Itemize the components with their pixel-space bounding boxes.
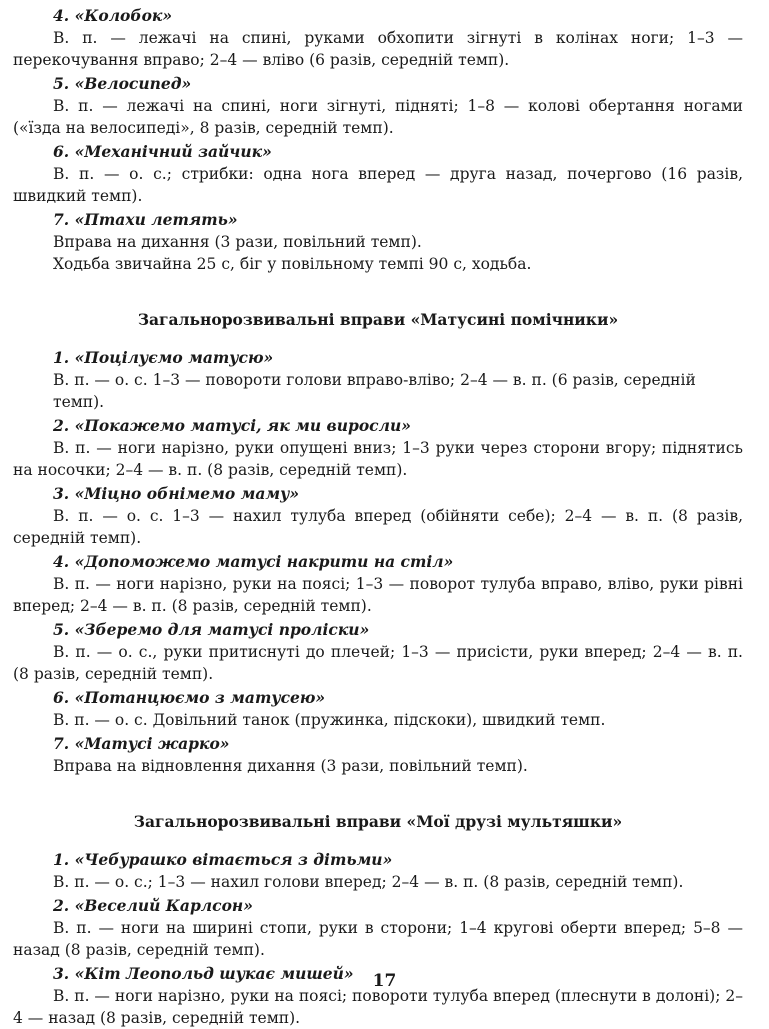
exercise-title: 5. «Зберемо для матусі проліски» — [53, 620, 370, 639]
exercise-description: В. п. — о. с., руки притиснуті до плечей; 1–3 — присісти, руки вперед; 2–4 — в. п. (8 разів, середній темп). — [13, 643, 743, 683]
exercise-item — [13, 733, 743, 777]
exercise-title: 6. «Потанцюємо з матусею» — [53, 688, 326, 707]
page-text — [13, 3, 743, 1029]
exercise-title: 2. «Покажемо матусі, як ми виросли» — [53, 416, 411, 435]
page-number: 17 — [372, 971, 397, 991]
exercise-item — [13, 483, 743, 549]
exercise-description: В. п. — ноги нарізно, руки опущені вниз; 1–3 руки через сторони вгору; піднятись на носочки; 2–4 — в. п. (8 разів, середній темп). — [13, 439, 743, 479]
exercise-description: В. п. — о. с. Довільний танок (пружинка, підскоки), швидкий темп. — [53, 711, 606, 729]
exercise-description: Вправа на відновлення дихання (3 рази, повільний темп). — [53, 757, 528, 775]
exercise-description: В. п. — ноги нарізно, руки на поясі; повороти тулуба вперед (плеснути в долоні); 2–4 — назад (8 разів, середній темп). — [13, 987, 743, 1027]
exercise-item — [13, 895, 743, 961]
exercise-description: В. п. — лежачі на спині, руками обхопити зігнуті в колінах ноги; 1–3 — перекочування вправо; 2–4 — вліво (6 разів, середній темп). — [13, 29, 743, 69]
exercise-title: 3. «Міцно обнімемо маму» — [53, 484, 300, 503]
exercise-item — [13, 849, 743, 893]
exercise-item — [13, 415, 743, 481]
section-heading: Загальнорозвивальні вправи «Мої друзі мультяшки» — [133, 812, 623, 831]
exercise-title: 4. «Колобок» — [53, 6, 173, 25]
exercise-item — [13, 5, 743, 71]
exercise-description: В. п. — о. с.; стрибки: одна нога вперед — друга назад, почергово (16 разів, швидкий темп). — [13, 165, 743, 205]
exercise-description: В. п. — о. с. 1–3 — нахил тулуба вперед (обійняти себе); 2–4 — в. п. (8 разів, середній темп). — [13, 507, 743, 547]
exercise-description: Вправа на дихання (3 рази, повільний темп). — [53, 233, 422, 251]
exercise-title: 4. «Допоможемо матусі накрити на стіл» — [53, 552, 454, 571]
exercise-item — [13, 687, 743, 731]
exercise-item — [13, 73, 743, 139]
exercise-item — [13, 619, 743, 685]
exercise-item — [13, 347, 743, 413]
exercise-title: 1. «Чебурашко вітається з дітьми» — [53, 850, 393, 869]
exercise-item — [13, 551, 743, 617]
exercise-item — [13, 209, 743, 253]
exercise-title: 6. «Механічний зайчик» — [53, 142, 272, 161]
exercise-title: 2. «Веселий Карлсон» — [53, 896, 253, 915]
exercise-description: В. п. — о. с.; 1–3 — нахил голови вперед; 2–4 — в. п. (8 разів, середній темп). — [53, 873, 684, 891]
exercise-description: В. п. — ноги нарізно, руки на поясі; 1–3 — поворот тулуба вправо, вліво, руки рівні вперед; 2–4 — в. п. (8 разів, середній темп). — [13, 575, 743, 615]
exercise-description: В. п. — о. с. 1–3 — повороти голови вправо-вліво; 2–4 — в. п. (6 разів, середній темп). — [53, 371, 696, 411]
exercise-title: 5. «Велосипед» — [53, 74, 192, 93]
exercise-title: 3. «Кіт Леопольд шукає мишей» — [53, 964, 354, 983]
exercise-description: В. п. — лежачі на спині, ноги зігнуті, підняті; 1–8 — колові обертання ногами («їзда на велосипеді», 8 разів, середній темп). — [13, 97, 743, 137]
exercise-title: 1. «Поцілуємо матусю» — [53, 348, 274, 367]
exercise-description: В. п. — ноги на ширині стопи, руки в сторони; 1–4 кругові оберти вперед; 5–8 — назад (8 разів, середній темп). — [13, 919, 743, 959]
exercise-item — [13, 141, 743, 207]
exercise-title: 7. «Птахи летять» — [53, 210, 238, 229]
section-heading: Загальнорозвивальні вправи «Матусині помічники» — [137, 310, 619, 329]
exercise-title: 7. «Матусі жарко» — [53, 734, 230, 753]
walking-instruction: Ходьба звичайна 25 с, біг у повільному темпі 90 с, ходьба. — [53, 255, 532, 273]
